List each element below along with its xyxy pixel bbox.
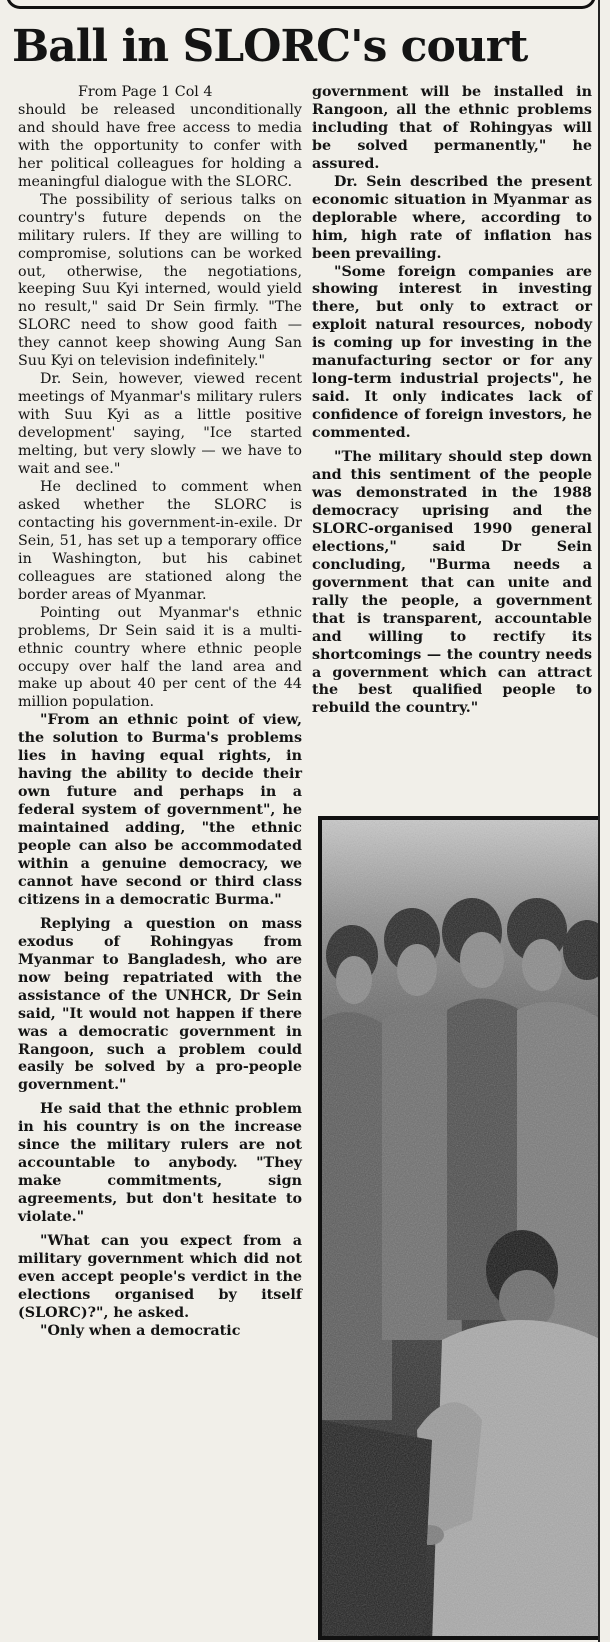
bold-paragraph-group	[18, 712, 302, 1340]
paragraph: government will be installed in Rangoon, all the ethnic problems including that of Rohingyas will be solved permanently," he assured.	[312, 84, 592, 172]
crowd-photo-image	[322, 820, 598, 1640]
paragraph: Dr. Sein, however, viewed recent meetings of Myanmar's military rulers with Suu Kyi as a little positive development' saying, "Ice started melting, but very slowly — we have to wait and see."	[18, 371, 302, 478]
column-border-rule	[598, 0, 600, 1642]
paragraph: Replying a question on mass exodus of Rohingyas from Myanmar to Bangladesh, who are now being repatriated with the assistance of the UNHCR, Dr Sein said, "It would not happen if there was a democratic government in Rangoon, such a problem could easily be solved by a pro-people government."	[18, 915, 302, 1094]
article-column-right	[312, 84, 592, 718]
continuation-line: From Page 1 Col 4	[78, 84, 213, 100]
paragraph: He said that the ethnic problem in his country is on the increase since the military rulers are not accountable to anybody. "They make commitments, sign agreements, but don't hesitate to violate."	[18, 1101, 302, 1226]
paragraph: Pointing out Myanmar's ethnic problems, Dr Sein said it is a multi-ethnic country where ethnic people occupy over half the land area and make up about 40 per cent of the 44 million population.	[18, 604, 302, 711]
paragraph: "Only when a democratic	[40, 1322, 241, 1339]
paragraph: should be released unconditionally and should have free access to media with the opportunity to confer with her political colleagues for holding a meaningful dialogue with the SLORC.	[18, 101, 302, 190]
crowd-photo	[318, 816, 598, 1640]
article-column-left	[18, 84, 302, 1341]
paragraph: "What can you expect from a military government which did not even accept people's verdict in the elections organised by itself (SLORC)?", he asked.	[18, 1233, 302, 1321]
headline: Ball in SLORC's court	[12, 21, 528, 72]
paragraph: Dr. Sein described the present economic situation in Myanmar as deplorable where, according to him, high rate of inflation has been prevailing.	[312, 173, 592, 262]
paragraph: The possibility of serious talks on country's future depends on the military rulers. If they are willing to compromise, solutions can be worked out, otherwise, the negotiations, keeping Suu Kyi interned, would yield no result," said Dr Sein firmly. "The SLORC need to show good faith — they cannot keep showing Aung San Suu Kyi on television indefinitely."	[18, 191, 302, 370]
paragraph: "Some foreign companies are showing interest in investing there, but only to extract or exploit natural resources, nobody is coming up for investing in the manufacturing sector or for any long-term industrial projects", he said. It only indicates lack of confidence of foreign investors, he commented.	[312, 263, 592, 442]
paragraph: "The military should step down and this sentiment of the people was demonstrated in the 1988 democracy uprising and the SLORC-organised 1990 general elections," said Dr Sein concluding, "Burma needs a government that can unite and rally the people, a government that is transparent, accountable and willing to rectify its shortcomings — the country needs a government which can attract the best qualified people to rebuild the country."	[312, 449, 592, 717]
paragraph: He declined to comment when asked whether the SLORC is contacting his government-in-exile. Dr Sein, 51, has set up a temporary office in Washington, but his cabinet colleagues are stationed along the border areas of Myanmar.	[18, 478, 302, 603]
top-border-rule	[6, 0, 596, 9]
paragraph: "From an ethnic point of view, the solution to Burma's problems lies in having equal rights, in having the ability to decide their own future and perhaps in a federal system of government", he maintained adding, "the ethnic people can also be accommodated within a genuine democracy, we cannot have second or third class citizens in a democratic Burma."	[18, 712, 302, 908]
